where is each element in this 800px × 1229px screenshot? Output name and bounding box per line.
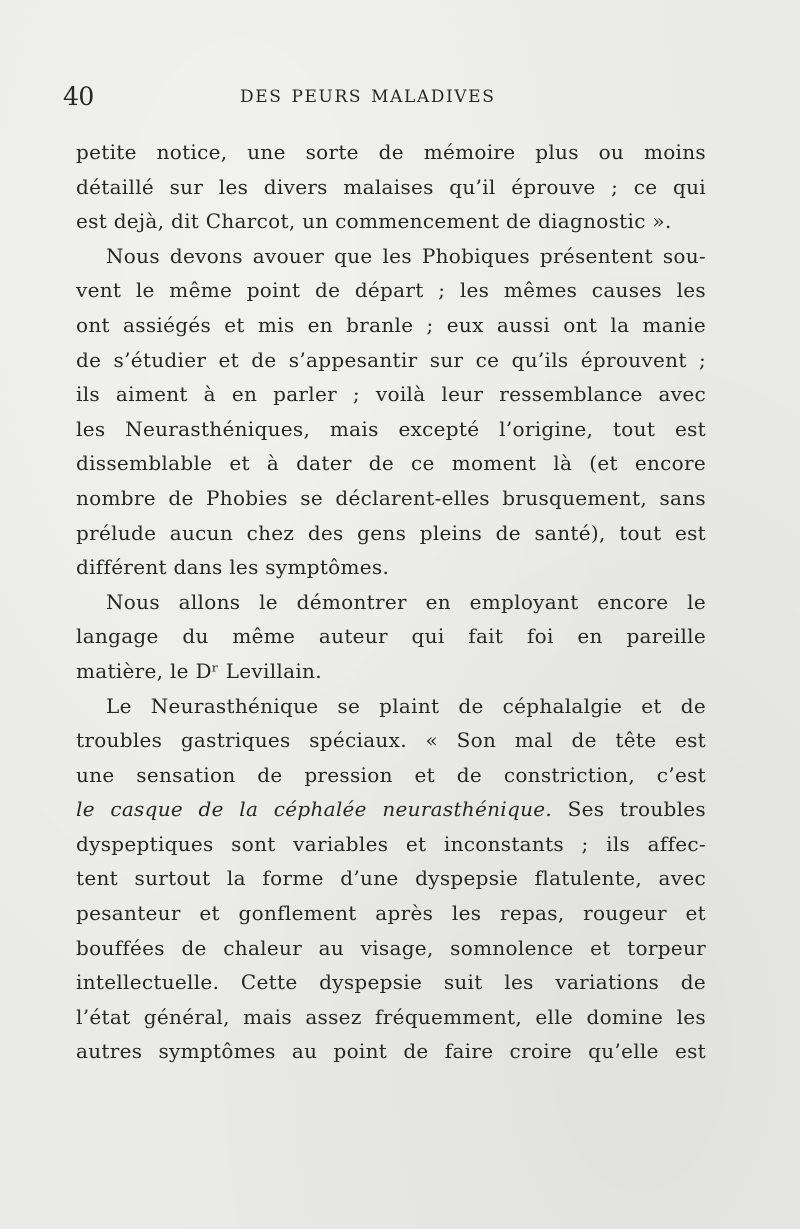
text-line: les Neurasthéniques, mais excepté l’origine, tout est: [76, 416, 706, 441]
text-line: pesanteur et gonflement après les repas, rougeur et: [76, 901, 706, 926]
text-line: détaillé sur les divers malaises qu’il éprouve ; ce qui: [76, 174, 706, 199]
text-line: différent dans les symptômes.: [76, 555, 390, 580]
page-number: 40: [63, 82, 94, 111]
text-line: dissemblable et à dater de ce moment là (et encore: [76, 451, 706, 476]
paragraph-first-line: Nous allons le démontrer en employant encore le: [106, 589, 706, 614]
paragraph-first-line: Nous devons avouer que les Phobiques présentent sou-: [106, 243, 706, 268]
body-text: [76, 135, 706, 1069]
text-line: l’état général, mais assez fréquemment, elle domine les: [76, 1004, 706, 1029]
text-line: intellectuelle. Cette dyspepsie suit les variations de: [76, 970, 706, 995]
text-line: vent le même point de départ ; les mêmes causes les: [76, 278, 706, 303]
italic-phrase: le casque de la céphalée neurasthénique.: [76, 797, 553, 822]
text-line: de s’étudier et de s’appesantir sur ce qu’ils éprouvent ;: [76, 347, 706, 372]
text-line: une sensation de pression et de constriction, c’est: [76, 762, 706, 787]
text-line: prélude aucun chez des gens pleins de santé), tout est: [76, 520, 706, 545]
text-line: ont assiégés et mis en branle ; eux aussi ont la manie: [76, 312, 706, 337]
text-line: troubles gastriques spéciaux. « Son mal de tête est: [76, 728, 706, 753]
text-line: bouffées de chaleur au visage, somnolence et torpeur: [76, 935, 706, 960]
running-title: DES PEURS MALADIVES: [240, 87, 496, 107]
text-line-mixed: [76, 792, 706, 827]
text-line: tent surtout la forme d’une dyspepsie flatulente, avec: [76, 866, 706, 891]
text-line: est dejà, dit Charcot, un commencement de diagnostic ».: [76, 209, 672, 234]
text-run: Ses troubles: [552, 797, 706, 822]
text-line: autres symptômes au point de faire croire qu’elle est: [76, 1039, 706, 1064]
text-line: langage du même auteur qui fait foi en pareille: [76, 624, 706, 649]
text-line: dyspeptiques sont variables et inconstants ; ils affec-: [76, 831, 706, 856]
paragraph-first-line: Le Neurasthénique se plaint de céphalalgie et de: [106, 693, 706, 718]
text-line: petite notice, une sorte de mémoire plus ou moins: [76, 140, 706, 164]
page-header: [0, 80, 800, 114]
text-line: nombre de Phobies se déclarent-elles brusquement, sans: [76, 485, 706, 510]
text-line: ils aiment à en parler ; voilà leur ressemblance avec: [76, 382, 706, 407]
text-line: matière, le Dʳ Levillain.: [76, 658, 322, 683]
